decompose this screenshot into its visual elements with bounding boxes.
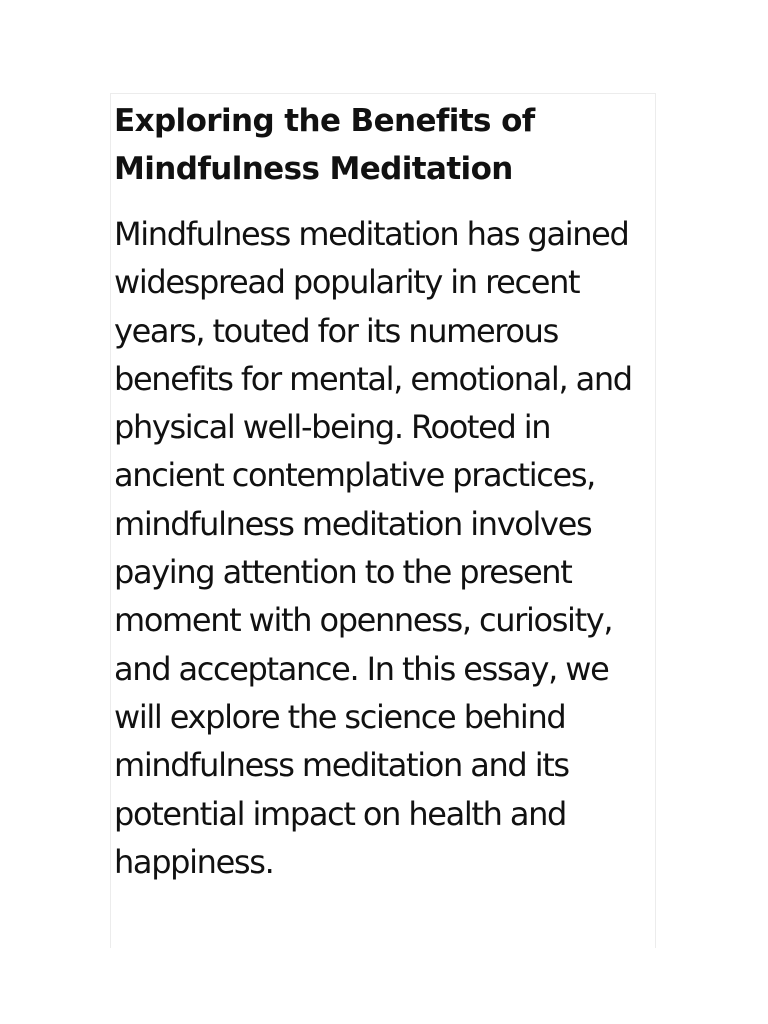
document-title: Exploring the Benefits of Mindfulness Meditation — [114, 103, 535, 187]
document-paragraph: Mindfulness meditation has gained widespread popularity in recent years, touted for its numerous benefits for mental, emotional, and physical well-being. Rooted in ancient contemplative practices, mindfulness meditation involves paying attention to the present moment with openness, curiosity, and acceptance. In this essay, we will explore the science behind mindfulness meditation and its potential impact on health and happiness. — [114, 215, 632, 881]
